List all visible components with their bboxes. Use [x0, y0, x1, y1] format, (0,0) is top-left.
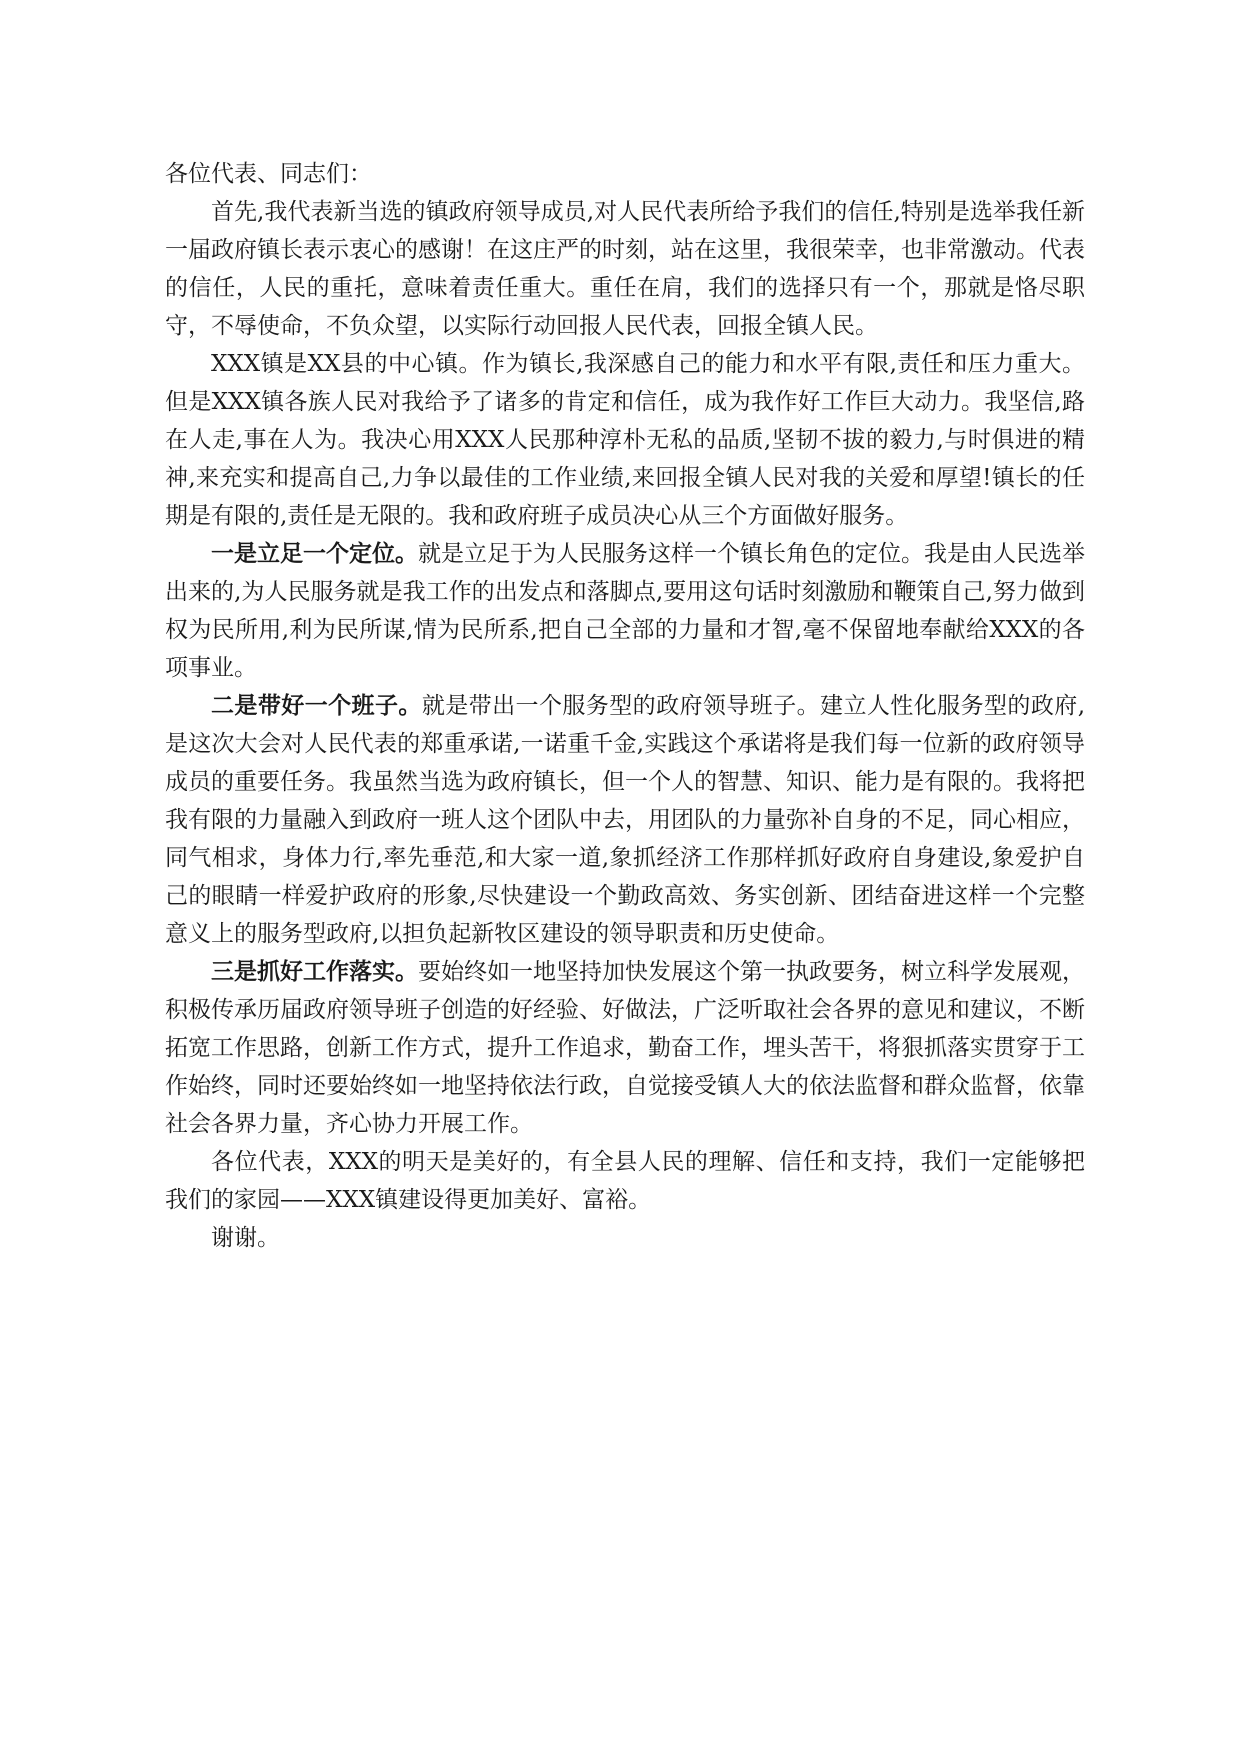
salutation: 各位代表、同志们： [165, 161, 372, 187]
point-one-heading: 一是立足一个定位。 [211, 540, 418, 567]
paragraph-text: 各位代表，XXX的明天是美好的，有全县人民的理解、信任和支持，我们一定能够把我们的家园——XXX镇建设得更加美好、富裕。 [165, 1149, 1085, 1213]
paragraph-thanks [165, 1219, 1085, 1257]
paragraph-closing [165, 1143, 1085, 1219]
paragraph-town-intro [165, 345, 1085, 535]
paragraph-text: 要始终如一地坚持加快发展这个第一执政要务，树立科学发展观，积极传承历届政府领导班子创造的好经验、好做法，广泛听取社会各界的意见和建议，不断拓宽工作思路，创新工作方式，提升工作追求，勤奋工作，埋头苦干，将狠抓落实贯穿于工作始终，同时还要始终如一地坚持依法行政，自觉接受镇人大的依法监督和群众监督，依靠社会各界力量，齐心协力开展工作。 [165, 959, 1085, 1137]
paragraph-point-three [165, 953, 1085, 1143]
paragraph-text: 就是立足于为人民服务这样一个镇长角色的定位。我是由人民选举出来的,为人民服务就是我工作的出发点和落脚点,要用这句话时刻激励和鞭策自己,努力做到权为民所用,利为民所谋,情为民所系,把自己全部的力量和才智,毫不保留地奉献给XXX的各项事业。 [165, 541, 1085, 681]
paragraph-point-two [165, 687, 1085, 953]
paragraph-text: 首先,我代表新当选的镇政府领导成员,对人民代表所给予我们的信任,特别是选举我任新一届政府镇长表示衷心的感谢！在这庄严的时刻，站在这里，我很荣幸，也非常激动。代表的信任，人民的重托，意味着责任重大。重任在肩，我们的选择只有一个，那就是恪尽职守，不辱使命，不负众望，以实际行动回报人民代表，回报全镇人民。 [165, 199, 1085, 339]
point-three-heading: 三是抓好工作落实。 [211, 958, 418, 985]
paragraph-text: XXX镇是XX县的中心镇。作为镇长,我深感自己的能力和水平有限,责任和压力重大。但是XXX镇各族人民对我给予了诸多的肯定和信任，成为我作好工作巨大动力。我坚信,路在人走,事在人为。我决心用XXX人民那种淳朴无私的品质,坚韧不拔的毅力,与时俱进的精神,来充实和提高自己,力争以最佳的工作业绩,来回报全镇人民对我的关爱和厚望!镇长的任期是有限的,责任是无限的。我和政府班子成员决心从三个方面做好服务。 [165, 351, 1085, 529]
paragraph-text: 谢谢。 [211, 1225, 280, 1251]
paragraph-point-one [165, 535, 1085, 687]
paragraph-text: 就是带出一个服务型的政府领导班子。建立人性化服务型的政府,是这次大会对人民代表的郑重承诺,一诺重千金,实践这个承诺将是我们每一位新的政府领导成员的重要任务。我虽然当选为政府镇长，但一个人的智慧、知识、能力是有限的。我将把我有限的力量融入到政府一班人这个团队中去，用团队的力量弥补自身的不足，同心相应，同气相求，身体力行,率先垂范,和大家一道,象抓经济工作那样抓好政府自身建设,象爱护自己的眼睛一样爱护政府的形象,尽快建设一个勤政高效、务实创新、团结奋进这样一个完整意义上的服务型政府,以担负起新牧区建设的领导职责和历史使命。 [165, 693, 1086, 947]
paragraph-opening [165, 193, 1085, 345]
document-body [165, 155, 1085, 1257]
point-two-heading: 二是带好一个班子。 [211, 692, 422, 719]
